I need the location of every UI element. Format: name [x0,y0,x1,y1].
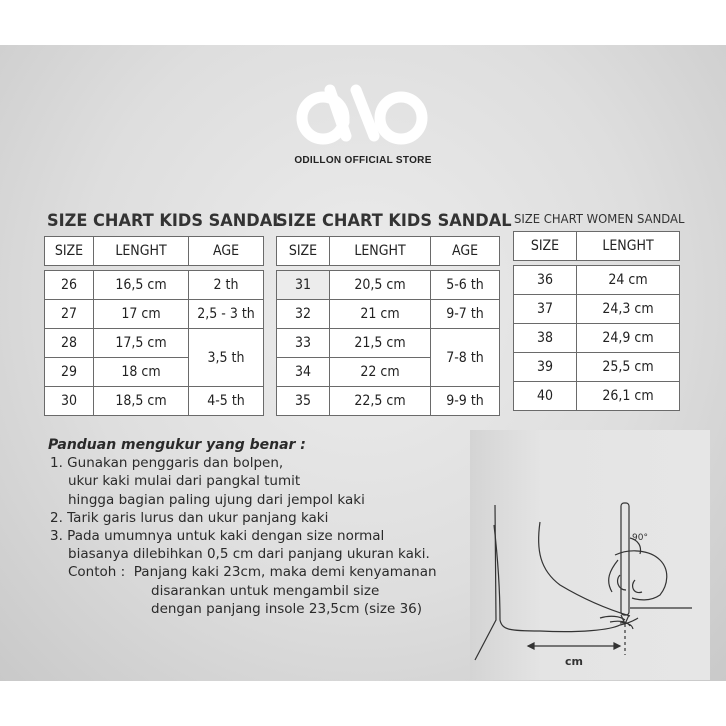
size-cell: 30 [45,387,94,416]
age-cell: 7-8 th [431,329,500,387]
guide-line: disarankan untuk mengambil size [151,582,380,599]
size-cell: 35 [277,387,330,416]
col-header-size: SIZE [45,237,94,266]
col-header-age: AGE [189,237,264,266]
table-row [514,353,680,382]
guide-line: hingga bagian paling ujung dari jempol kaki [68,491,365,508]
table-row [45,271,264,300]
guide-line: biasanya dilebihkan 0,5 cm dari panjang ukuran kaki. [68,546,430,563]
size-table-kids-1-header [44,236,264,266]
size-cell: 26 [45,271,94,300]
table-row [277,300,500,329]
age-cell: 9-9 th [431,387,500,416]
cm-label: cm [565,655,583,668]
table-row [514,295,680,324]
length-cell: 18 cm [94,358,189,387]
length-cell: 20,5 cm [330,271,431,300]
age-cell: 2,5 - 3 th [189,300,264,329]
col-header-length: LENGHT [94,237,189,266]
length-cell: 22,5 cm [330,387,431,416]
size-table-kids-1 [44,270,264,416]
length-cell: 24 cm [577,266,680,295]
size-cell: 36 [514,266,577,295]
length-cell: 22 cm [330,358,431,387]
length-cell: 24,3 cm [577,295,680,324]
col-header-size: SIZE [277,237,330,266]
size-cell: 31 [277,271,330,300]
col-header-size: SIZE [514,232,577,261]
table-row [277,387,500,416]
size-table-women [513,265,680,411]
table-row [514,382,680,411]
table-row [45,329,264,358]
guide-heading: Panduan mengukur yang benar : [48,437,306,453]
size-cell: 34 [277,358,330,387]
angle-label: 90° [632,533,648,543]
length-cell: 24,9 cm [577,324,680,353]
guide-line: 2. Tarik garis lurus dan ukur panjang kaki [50,509,329,526]
table-title-kids-1: SIZE CHART KIDS SANDAL [47,211,283,230]
table-row [277,271,500,300]
length-cell: 17 cm [94,300,189,329]
table-row [45,300,264,329]
guide-line: ukur kaki mulai dari pangkal tumit [68,473,301,490]
size-cell: 40 [514,382,577,411]
table-row [514,324,680,353]
table-row [45,387,264,416]
age-cell: 2 th [189,271,264,300]
size-table-kids-2 [276,270,500,416]
size-cell: 28 [45,329,94,358]
foot-measuring-illustration [470,430,710,680]
length-cell: 21,5 cm [330,329,431,358]
length-cell: 18,5 cm [94,387,189,416]
age-cell: 5-6 th [431,271,500,300]
size-cell: 29 [45,358,94,387]
col-header-age: AGE [431,237,500,266]
size-cell: 32 [277,300,330,329]
size-cell: 39 [514,353,577,382]
size-cell: 37 [514,295,577,324]
age-cell: 9-7 th [431,300,500,329]
col-header-length: LENGHT [577,232,680,261]
size-cell: 33 [277,329,330,358]
table-title-women: SIZE CHART WOMEN SANDAL [514,211,685,226]
size-table-kids-2-header [276,236,500,266]
table-row [514,266,680,295]
col-header-length: LENGHT [330,237,431,266]
guide-line: Contoh : Panjang kaki 23cm, maka demi kenyamanan [68,564,437,581]
age-cell: 4-5 th [189,387,264,416]
length-cell: 17,5 cm [94,329,189,358]
length-cell: 16,5 cm [94,271,189,300]
length-cell: 21 cm [330,300,431,329]
size-table-women-header [513,231,680,261]
length-cell: 25,5 cm [577,353,680,382]
brand-logo [290,78,440,148]
store-name: ODILLON OFFICIAL STORE [294,155,432,166]
length-cell: 26,1 cm [577,382,680,411]
table-title-kids-2: SIZE CHART KIDS SANDAL [276,211,512,230]
guide-line: 1. Gunakan penggaris dan bolpen, [50,455,284,472]
age-cell: 3,5 th [189,329,264,387]
measuring-guide [48,436,437,618]
size-cell: 27 [45,300,94,329]
table-row [277,329,500,358]
guide-line: dengan panjang insole 23,5cm (size 36) [151,600,423,617]
guide-line: 3. Pada umumnya untuk kaki dengan size normal [50,528,385,545]
size-cell: 38 [514,324,577,353]
